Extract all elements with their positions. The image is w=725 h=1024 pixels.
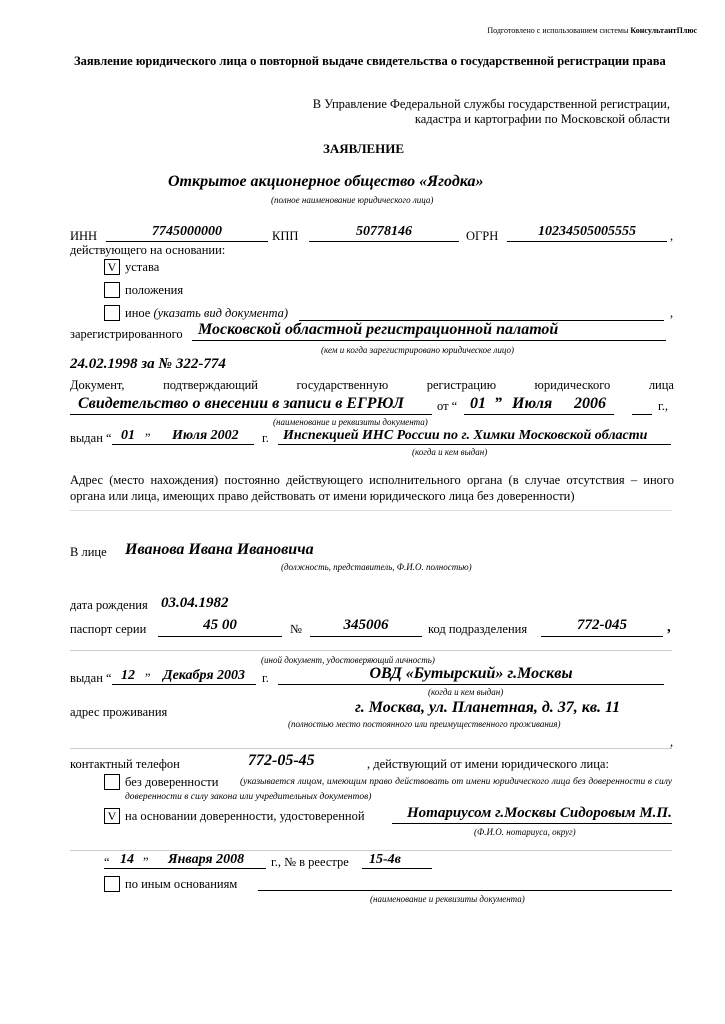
- basis-other-text: иное: [125, 306, 154, 320]
- birth-date: 03.04.1982: [161, 595, 229, 611]
- document-title: ЗАЯВЛЕНИЕ: [323, 141, 405, 156]
- passport-no-label: №: [290, 622, 302, 636]
- registered-label: зарегистрированного: [70, 327, 183, 341]
- watermark: [487, 26, 697, 35]
- authority-checkbox-without[interactable]: [104, 774, 120, 790]
- reg-doc-intro: Документ, подтверждающий государственную регистрацию юридического лица: [70, 378, 674, 392]
- reg-doc-caption: (наименование и реквизиты документа): [273, 417, 428, 427]
- person-issued-month: Декабря 2003: [163, 668, 246, 683]
- person-issued-day: 12: [121, 668, 135, 683]
- person-issuer-caption: (когда и кем выдан): [428, 687, 504, 697]
- person-issuer: ОВД «Бутырский» г.Москвы: [369, 665, 573, 682]
- poa-date-day: 14: [120, 852, 134, 867]
- watermark-prefix: Подготовлено с использованием системы: [487, 26, 631, 35]
- unit-code-label: код подразделения: [428, 622, 528, 636]
- basis-checkbox-other[interactable]: [104, 305, 120, 321]
- recipient-line: кадастра и картографии по Московской области: [414, 112, 670, 126]
- basis-option-label: [125, 306, 288, 321]
- acting-text: , действующий от имени юридического лица:: [367, 757, 609, 771]
- basis-other-hint: (указать вид документа): [153, 306, 289, 320]
- reg-doc-issuer-caption: (когда и кем выдан): [412, 447, 488, 457]
- authority-without-note-line1: (указывается лицом, имеющим право действовать от имени юридического лица без доверенности в силу: [240, 777, 672, 787]
- inn-label: ИНН: [70, 229, 98, 243]
- id-caption: (иной документ, удостоверяющий личность): [261, 655, 435, 665]
- notary-caption: (Ф.И.О. нотариуса, округ): [474, 827, 576, 837]
- kpp-label: КПП: [272, 229, 299, 243]
- kpp-value: 50778146: [356, 224, 412, 239]
- phone-value: 772-05-45: [248, 752, 315, 769]
- basis-checkbox-charter[interactable]: V: [104, 259, 120, 275]
- basis-option-label: устава: [125, 260, 160, 274]
- reg-doc-month: Июля: [512, 395, 553, 412]
- notary-name: Нотариусом г.Москвы Сидоровым М.П.: [407, 805, 672, 821]
- reg-doc-day: 01: [470, 395, 486, 412]
- authority-other-caption: (наименование и реквизиты документа): [370, 894, 525, 904]
- reg-doc-quote: ”: [494, 395, 502, 412]
- registered-value: Московской областной регистрационной палатой: [198, 321, 559, 338]
- authority-without-label: без доверенности: [125, 775, 219, 789]
- inn-value: 7745000000: [152, 224, 222, 239]
- reg-doc-issuer: Инспекцией ИНС России по г. Химки Московской области: [283, 428, 648, 443]
- phone-label: контактный телефон: [70, 757, 180, 771]
- passport-series: 45 00: [203, 617, 237, 633]
- person-g: г.: [262, 671, 269, 685]
- passport-number: 345006: [343, 617, 389, 633]
- reg-doc-name: Свидетельство о внесении в записи в ЕГРЮЛ: [78, 395, 405, 412]
- org-name: Открытое акционерное общество «Ягодка»: [168, 173, 484, 190]
- authority-other-label: по иным основаниям: [125, 877, 238, 891]
- passport-label: паспорт серии: [70, 622, 147, 636]
- recipient: [313, 97, 670, 127]
- authority-checkbox-other[interactable]: [104, 876, 120, 892]
- watermark-brand: КонсультантПлюс: [630, 26, 697, 35]
- registered-caption: (кем и когда зарегистрировано юридическое лицо): [321, 345, 514, 355]
- registry-number: 15-4в: [369, 852, 401, 867]
- person-label: В лице: [70, 545, 107, 559]
- ogrn-value: 10234505005555: [538, 224, 636, 239]
- reg-doc-from: от “: [437, 399, 458, 413]
- authority-checkbox-with[interactable]: V: [104, 808, 120, 824]
- reg-doc-year: 2006: [574, 395, 606, 412]
- reg-doc-issued-day: 01: [121, 428, 135, 443]
- person-issued-label: выдан “: [70, 671, 112, 685]
- basis-checkbox-regulation[interactable]: [104, 282, 120, 298]
- basis-option-label: положения: [125, 283, 184, 297]
- org-caption: (полное наименование юридического лица): [271, 195, 434, 205]
- document-heading: Заявление юридического лица о повторной выдаче свидетельства о государственной регистрации права: [74, 54, 666, 68]
- reg-doc-issued-label: выдан “: [70, 431, 112, 445]
- person-caption: (должность, представитель, Ф.И.О. полностью): [281, 562, 472, 572]
- unit-code: 772-045: [577, 617, 627, 633]
- address-note: Адрес (место нахождения) постоянно действующего исполнительного органа (в случае отсутствия – иного органа или лица, имеющих право действовать от имени юридического лица без доверенности): [70, 473, 674, 503]
- registration-date-number: 24.02.1998 за № 322-774: [70, 356, 226, 372]
- recipient-line: В Управление Федеральной службы государственной регистрации,: [312, 97, 670, 111]
- residence-address: г. Москва, ул. Планетная, д. 37, кв. 11: [355, 699, 621, 716]
- residence-caption: (полностью место постоянного или преимущественного проживания): [288, 719, 561, 729]
- basis-label: действующего на основании:: [70, 243, 226, 257]
- registry-label: г., № в реестре: [271, 855, 349, 869]
- reg-doc-issued-month: Июля 2002: [172, 428, 239, 443]
- authority-with-label: на основании доверенности, удостоверенной: [125, 809, 365, 823]
- reg-doc-year-suffix: г.,: [658, 399, 668, 413]
- birth-label: дата рождения: [70, 598, 148, 612]
- residence-label: адрес проживания: [70, 705, 168, 719]
- authority-without-note-line2: доверенности в силу закона или учредительных документов): [125, 792, 372, 802]
- person-name: Иванова Ивана Ивановича: [125, 541, 314, 558]
- reg-doc-g: г.: [262, 431, 269, 445]
- poa-date-month: Января 2008: [168, 852, 245, 867]
- ogrn-label: ОГРН: [466, 229, 499, 243]
